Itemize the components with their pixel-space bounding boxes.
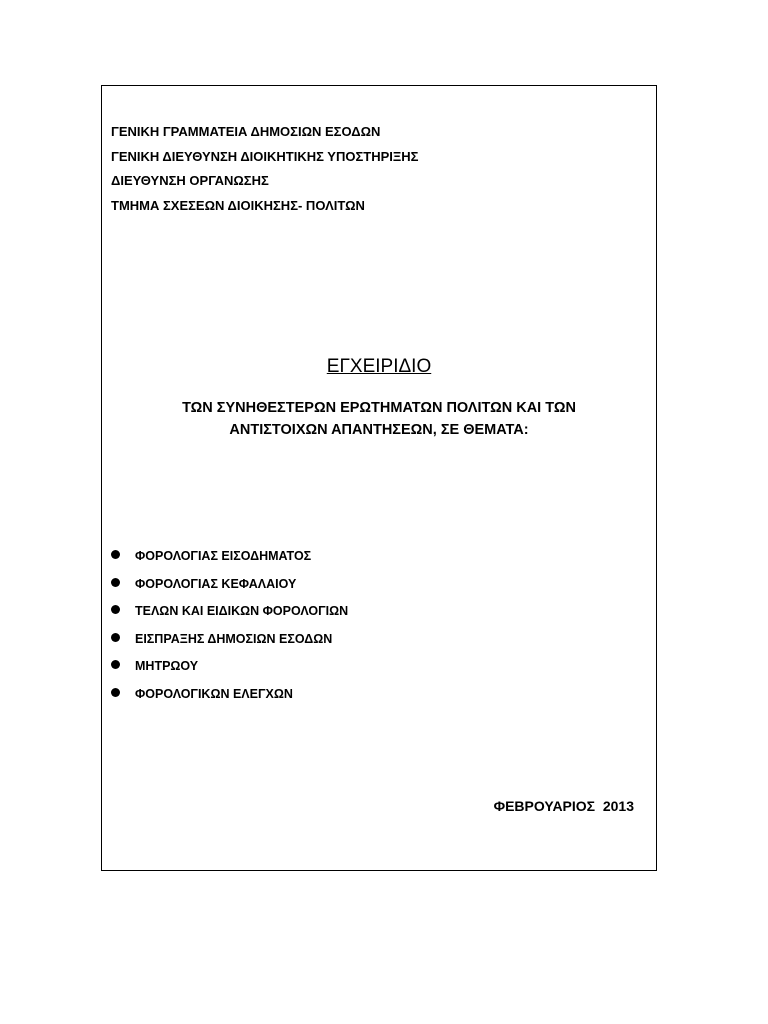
topic-item [111,571,348,599]
topic-label: ΜΗΤΡΩΟΥ [135,659,199,674]
bullet-icon [111,605,120,614]
topic-label: ΦΟΡΟΛΟΓΙΚΩΝ ΕΛΕΓΧΩΝ [135,686,293,701]
topic-label: ΤΕΛΩΝ ΚΑΙ ΕΙΔΙΚΩΝ ΦΟΡΟΛΟΓΙΩΝ [135,604,349,619]
bullet-icon [111,550,120,559]
document-title: ΕΓΧΕΙΡΙΔΙΟ [326,356,432,377]
topics-list [111,543,348,708]
topic-item [111,681,348,709]
topic-label: ΦΟΡΟΛΟΓΙΑΣ ΕΙΣΟΔΗΜΑΤΟΣ [135,549,312,564]
topic-item [111,543,348,571]
subtitle-line-2: ΑΝΤΙΣΤΟΙΧΩΝ ΑΠΑΝΤΗΣΕΩΝ, ΣΕ ΘΕΜΑΤΑ: [229,422,529,438]
topic-item [111,653,348,681]
org-line-directorate: ΔΙΕΥΘΥΝΣΗ ΟΡΓΑΝΩΣΗΣ [111,173,269,188]
org-line-general-secretariat: ΓΕΝΙΚΗ ΓΡΑΜΜΑΤΕΙΑ ΔΗΜΟΣΙΩΝ ΕΣΟΔΩΝ [111,124,381,139]
org-line-department: ΤΜΗΜΑ ΣΧΕΣΕΩΝ ΔΙΟΙΚΗΣΗΣ- ΠΟΛΙΤΩΝ [111,197,365,213]
bullet-icon [111,688,120,697]
cover-frame [101,85,657,871]
document-subtitle [102,397,656,441]
organization-header [111,120,418,218]
org-line-general-directorate: ΓΕΝΙΚΗ ΔΙΕΥΘΥΝΣΗ ΔΙΟΙΚΗΤΙΚΗΣ ΥΠΟΣΤΗΡΙΞΗΣ [111,148,419,164]
bullet-icon [111,660,120,669]
subtitle-line-1: ΤΩΝ ΣΥΝΗΘΕΣΤΕΡΩΝ ΕΡΩΤΗΜΑΤΩΝ ΠΟΛΙΤΩΝ ΚΑΙ ΤΩΝ [182,400,576,416]
topic-label: ΦΟΡΟΛΟΓΙΑΣ ΚΕΦΑΛΑΙΟΥ [135,576,297,591]
publication-date: ΦΕΒΡΟΥΑΡΙΟΣ 2013 [493,798,634,814]
topic-item [111,626,348,654]
topic-item [111,598,348,626]
bullet-icon [111,578,120,587]
bullet-icon [111,633,120,642]
topic-label: ΕΙΣΠΡΑΞΗΣ ΔΗΜΟΣΙΩΝ ΕΣΟΔΩΝ [135,631,333,646]
